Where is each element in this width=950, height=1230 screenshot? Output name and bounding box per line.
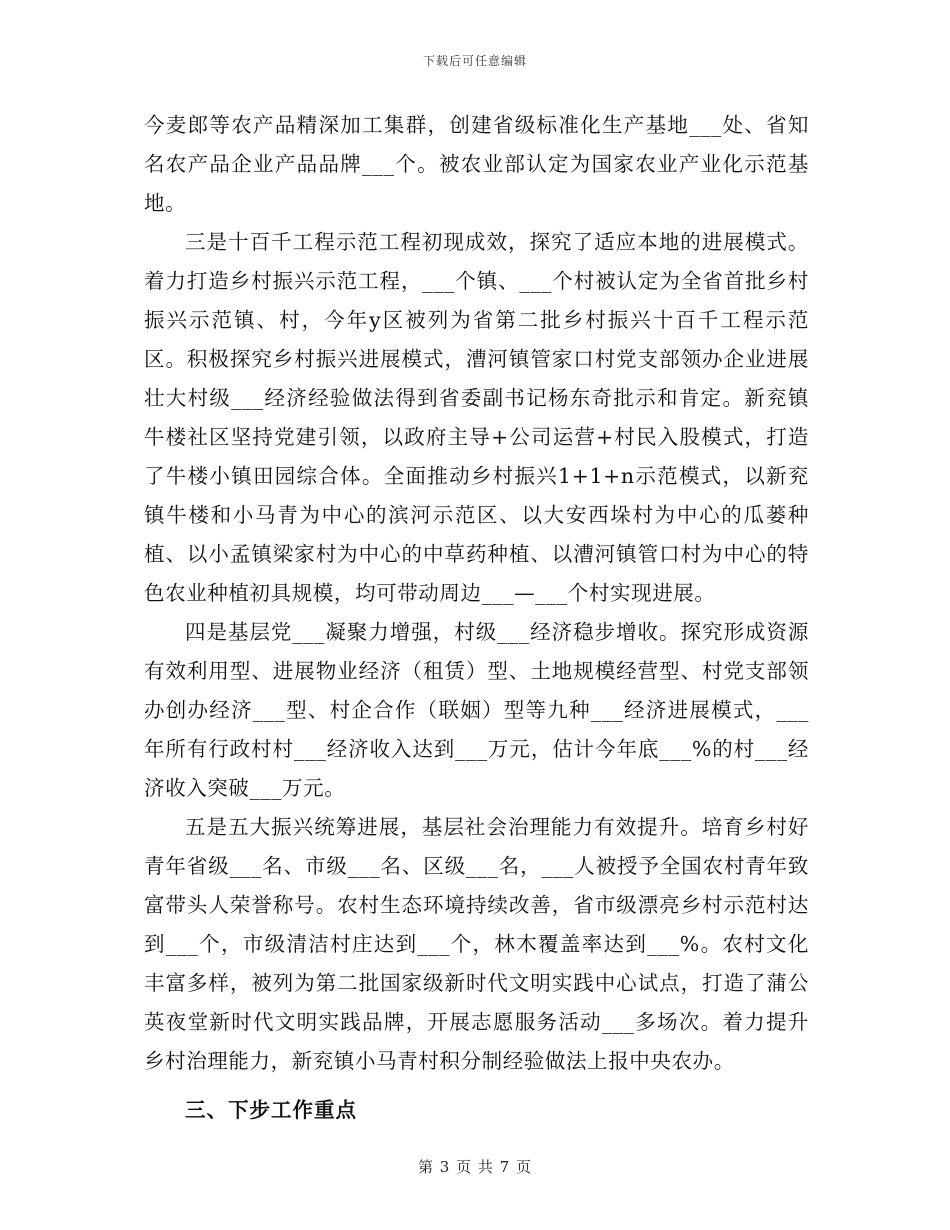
page-header: 下载后可任意编辑 — [422, 54, 527, 68]
paragraph-point-five: 五是五大振兴统筹进展，基层社会治理能力有效提升。培育乡村好青年省级___名、市级___名、区级___名，___人被授予全国农村青年致富带头人荣誉称号。农村生态环境持续改善，省市级漂亮乡村示范村达到___个，市级清洁村庄达到___个，林木覆盖率达到___%。农村文化丰富多样，被列为第二批国家级新时代文明实践中心试点，打造了蒲公英夜堂新时代文明实践品牌，开展志愿服务活动___多场次。着力提升乡村治理能力，新兖镇小马青村积分制经验做法上报中央农办。 — [144, 815, 809, 1073]
page-number-footer: 第 3 页 共 7 页 — [418, 1158, 532, 1176]
paragraph-point-four: 四是基层党___凝聚力增强，村级___经济稳步增收。探究形成资源有效利用型、进展物业经济（租赁）型、土地规模经营型、村党支部领办创办经济___型、村企合作（联姻）型等九种___经济进展模式，___年所有行政村村___经济收入达到___万元，估计今年底___%的村___经济收入突破___万元。 — [144, 620, 809, 800]
paragraph-continuation: 今麦郎等农产品精深加工集群，创建省级标准化生产基地___处、省知名农产品企业产品品牌___个。被农业部认定为国家农业产业化示范基地。 — [144, 113, 809, 215]
section-heading: 三、下步工作重点 — [185, 1098, 357, 1122]
document-body — [144, 106, 809, 1130]
paragraph-point-three: 三是十百千工程示范工程初现成效，探究了适应本地的进展模式。着力打造乡村振兴示范工程，___个镇、___个村被认定为全省首批乡村振兴示范镇、村，今年y区被列为省第二批乡村振兴十百千工程示范区。积极探究乡村振兴进展模式，漕河镇管家口村党支部领办企业进展壮大村级___经济经验做法得到省委副书记杨东奇批示和肯定。新兖镇牛楼社区坚持党建引领，以政府主导+公司运营+村民入股模式，打造了牛楼小镇田园综合体。全面推动乡村振兴1+1+n示范模式，以新兖镇牛楼和小马青为中心的滨河示范区、以大安西垛村为中心的瓜蒌种植、以小孟镇梁家村为中心的中草药种植、以漕河镇管口村为中心的特色农业种植初具规模，均可带动周边___—___个村实现进展。 — [144, 230, 809, 605]
